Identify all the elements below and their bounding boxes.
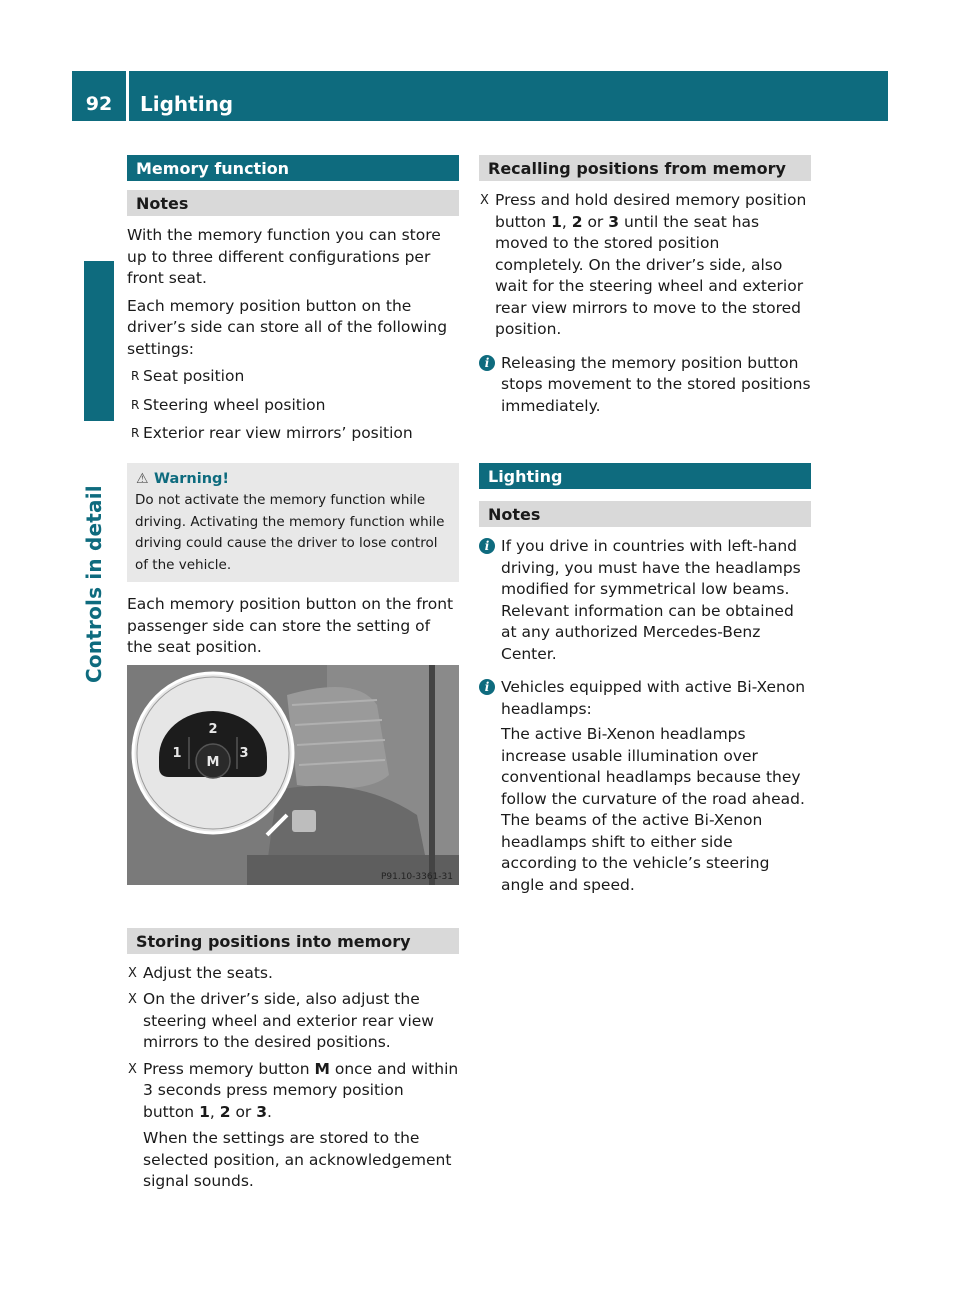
list-item: X On the driver’s side, also adjust the steering wheel and exterior rear view mirrors to the desired positions. bbox=[128, 990, 434, 1051]
warning-triangle-icon: ⚠ bbox=[136, 470, 149, 487]
notes-heading: Notes bbox=[127, 190, 459, 216]
bullet-r-icon: R bbox=[131, 369, 140, 383]
warning-box bbox=[127, 463, 459, 583]
section-title: Lighting bbox=[140, 92, 234, 116]
passenger-side-text: Each memory position button on the front passenger side can store the setting of the seat position. bbox=[127, 595, 454, 656]
memory-button-m-label: M bbox=[206, 754, 220, 770]
page-header bbox=[72, 71, 888, 121]
left-column bbox=[127, 155, 459, 1199]
page-number: 92 bbox=[85, 93, 113, 115]
notes-heading: Notes bbox=[479, 501, 811, 527]
info-icon: i bbox=[479, 538, 495, 554]
list-item: R Exterior rear view mirrors’ position bbox=[127, 423, 459, 445]
arrow-x-icon: X bbox=[480, 193, 489, 208]
memory-button-1-label: 1 bbox=[172, 745, 182, 761]
info-icon: i bbox=[479, 679, 495, 695]
list-item: R Steering wheel position bbox=[127, 395, 459, 417]
info-note: i Vehicles equipped with active Bi-Xenon headlamps: The active Bi-Xenon headlamps increase usable illumination over conventional headlamps because they follow the curvature of the road ahead. The beams of the active Bi-Xenon headlamps shift to either side according to the vehicle’s steering angle and speed. bbox=[479, 677, 811, 896]
step-result-text: When the settings are stored to the selected position, an acknowledgement signal sounds. bbox=[143, 1129, 452, 1190]
recalling-positions-heading: Recalling positions from memory bbox=[479, 155, 811, 181]
info-note: i Releasing the memory position button stops movement to the stored positions immediately. bbox=[479, 353, 811, 418]
header-divider bbox=[126, 71, 129, 121]
photo-reference-code: P91.10-3361-31 bbox=[380, 871, 453, 882]
list-item: X Press and hold desired memory position button 1, 2 or 3 until the seat has moved to the stored position completely. On the driver’s side, also wait for the steering wheel and exterior rear view mirrors to move to the stored position. bbox=[480, 191, 807, 338]
arrow-x-icon: X bbox=[128, 965, 137, 981]
sidebar bbox=[72, 121, 126, 1221]
bullet-r-icon: R bbox=[131, 397, 140, 412]
memory-button-2-label: 2 bbox=[208, 721, 218, 737]
info-icon: i bbox=[479, 355, 495, 371]
memory-function-heading: Memory function bbox=[127, 155, 459, 181]
memory-button-3-label: 3 bbox=[239, 745, 249, 761]
right-column bbox=[479, 155, 811, 908]
sidebar-chapter-label: Controls in detail bbox=[82, 485, 106, 683]
lighting-heading: Lighting bbox=[479, 463, 811, 489]
arrow-x-icon: X bbox=[128, 992, 137, 1007]
bullet-r-icon: R bbox=[131, 426, 140, 440]
driver-side-text: Each memory position button on the driver’s side can store all of the following settings: bbox=[127, 296, 448, 358]
memory-buttons-photo bbox=[127, 665, 459, 885]
memory-intro-text: With the memory function you can store up to three different configurations per front seat. bbox=[127, 226, 441, 287]
list-item: X Adjust the seats. bbox=[127, 963, 459, 985]
info-note: i If you drive in countries with left-hand driving, you must have the headlamps modified for symmetrical low beams. Relevant information can be obtained at any authorized Mercedes-Benz Center. bbox=[479, 536, 811, 665]
list-item: R Seat position bbox=[127, 366, 459, 388]
arrow-x-icon: X bbox=[128, 1061, 137, 1077]
warning-title: ⚠ Warning! bbox=[135, 469, 453, 491]
sidebar-tab-marker bbox=[84, 261, 114, 421]
list-item: X Press memory button M once and within 3 seconds press memory position button 1, 2 or 3. bbox=[128, 1059, 459, 1121]
storing-positions-heading: Storing positions into memory bbox=[127, 928, 459, 954]
warning-text: Do not activate the memory function while driving. Activating the memory function while driving could cause the driver to lose control of the vehicle. bbox=[135, 492, 445, 573]
